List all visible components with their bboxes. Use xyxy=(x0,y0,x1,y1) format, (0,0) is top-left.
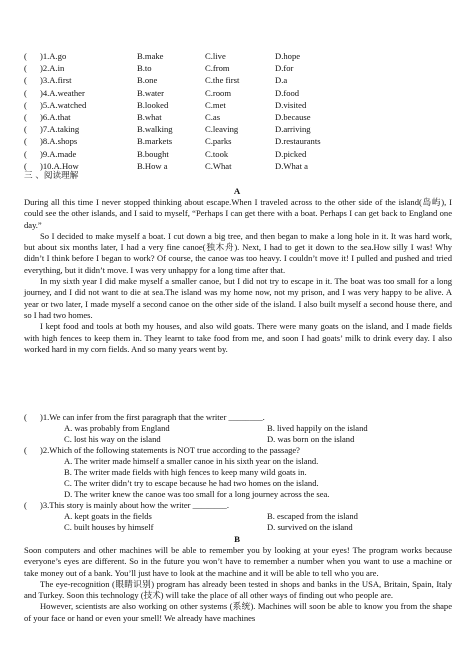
paragraph: Soon computers and other machines will be able to remember you by looking at your eyes! The program works because everyone’s eyes are different. So in the future you won’t have to remember a number when you want to use a machine or take money out of a bank. You’ll just have to look at the machine and it will be able to tell who you are. xyxy=(24,545,452,578)
option-c: C.from xyxy=(205,63,230,74)
answer-paren: ( xyxy=(24,412,27,422)
option-d: D.arriving xyxy=(275,124,311,135)
option-b: B.what xyxy=(137,111,162,122)
answer-paren: ( xyxy=(24,136,27,147)
option-c: C.room xyxy=(205,87,232,98)
choice-d: D. was born on the island xyxy=(267,434,355,444)
option-b: B.looked xyxy=(137,99,169,110)
option-row xyxy=(24,74,454,86)
choice-b: B. The writer made fields with high fences to keep many wild goats in. xyxy=(64,467,307,477)
option-d: D.restaurants xyxy=(275,136,321,147)
option-row xyxy=(24,87,454,99)
option-b: B.water xyxy=(137,87,164,98)
option-row xyxy=(24,123,454,135)
option-b: B.to xyxy=(137,63,152,74)
option-a: )6.A.that xyxy=(40,111,71,122)
answer-paren: ( xyxy=(24,148,27,159)
answer-paren: ( xyxy=(24,87,27,98)
option-c: C.as xyxy=(205,111,221,122)
option-a: )5.A.watched xyxy=(40,99,87,110)
paragraph: During all this time I never stopped thinking about escape.When I traveled across to the other side of the island(岛屿), I could see the other islands, and I said to myself, “Perhaps I can get there with a boat. Perhaps I can get back to England one day.” xyxy=(24,197,452,230)
option-row xyxy=(24,148,454,160)
option-d: D.visited xyxy=(275,99,307,110)
option-a: )1.A.go xyxy=(40,51,67,61)
option-a: )9.A.made xyxy=(40,148,77,159)
option-d: D.food xyxy=(275,87,300,98)
choice-c: C. The writer didn’t try to escape because he had two homes on the island. xyxy=(64,478,319,488)
cloze-options xyxy=(24,50,454,172)
answer-paren: ( xyxy=(24,75,27,86)
option-d: D.because xyxy=(275,111,311,122)
option-c: C.parks xyxy=(205,136,232,147)
answer-paren: ( xyxy=(24,500,27,510)
passage-b-letter: B xyxy=(234,534,240,544)
question-text: )1.We can infer from the first paragraph that the writer ________. xyxy=(40,412,265,422)
section-title: 三 、阅读理解 xyxy=(24,171,79,181)
answer-paren: ( xyxy=(24,51,27,61)
option-c: C.What xyxy=(205,160,232,171)
passage-a-letter: A xyxy=(233,186,241,196)
option-c: C.took xyxy=(205,148,229,159)
paragraph: In my sixth year I did make myself a smaller canoe, but I did not try to escape in it. The boat was too small for a long journey, and I did not want to die at sea.The island was my home now, not my prison, and I was very happy to be alive. A year or two later, I made myself a second canoe on the other side of the island. I also built myself a second house there, and so I had two homes. xyxy=(24,276,452,320)
choice-a: A. The writer made himself a smaller canoe in his sixth year on the island. xyxy=(64,456,319,466)
option-row xyxy=(24,62,454,74)
paragraph: The eye-recognition (眼睛识别) program has already been tested in shops and banks in the USA, Britain, Spain, Italy and Turkey. Soon this technology (技术) will take the place of all other ways of finding out who people are. xyxy=(24,578,452,601)
choice-c: C. built houses by himself xyxy=(64,522,154,532)
option-b: B.walking xyxy=(137,124,173,135)
choice-c: C. lost his way on the island xyxy=(64,434,161,444)
passage-b xyxy=(24,545,452,624)
option-row xyxy=(24,160,454,172)
option-row xyxy=(24,111,454,123)
choice-a: A. kept goats in the fields xyxy=(64,511,152,521)
choice-a: A. was probably from England xyxy=(64,423,170,433)
option-b: B.bought xyxy=(137,148,169,159)
option-a: )10.A.How xyxy=(40,160,79,171)
option-d: D.picked xyxy=(275,148,307,159)
option-b: B.How a xyxy=(137,160,168,171)
option-a: )8.A.shops xyxy=(40,136,78,147)
paragraph: So I decided to make myself a boat. I cut down a big tree, and then began to make a long hole in it. It was hard work, but about six months later, I had a very fine canoe(独木舟). Next, I had to get it down to the sea.How silly I was! Why didn’t I think before I began to work? Of course, the canoe was too heavy. I couldn’t move it! I pulled and pushed and tried everything, but it didn’t move. I was very unhappy for a long time after that. xyxy=(24,230,452,275)
question-text: )2.Which of the following statements is NOT true according to the passage? xyxy=(40,445,300,455)
choice-d: D. survived on the island xyxy=(267,522,353,532)
question-text: )3.This story is mainly about how the writer ________. xyxy=(40,500,229,510)
option-d: D.What a xyxy=(275,160,308,171)
option-a: )3.A.first xyxy=(40,75,72,86)
choice-b: B. escaped from the island xyxy=(267,511,358,521)
answer-paren: ( xyxy=(24,160,27,171)
option-c: C.the first xyxy=(205,75,240,86)
option-c: C.live xyxy=(205,51,226,61)
option-row xyxy=(24,99,454,111)
option-a: )7.A.taking xyxy=(40,124,80,135)
answer-paren: ( xyxy=(24,99,27,110)
option-d: D.a xyxy=(275,75,288,86)
option-c: C.met xyxy=(205,99,226,110)
paragraph: I kept food and tools at both my houses, and also wild goats. There were many goats on the island, and I made fields with high fences to keep them in. They learnt to take food from me, and soon I had goats’ milk to drink every day. I also worked hard in my corn fields. And so many years went by. xyxy=(24,321,452,354)
choice-b: B. lived happily on the island xyxy=(267,423,368,433)
answer-paren: ( xyxy=(24,124,27,135)
answer-paren: ( xyxy=(24,63,27,74)
option-b: B.markets xyxy=(137,136,173,147)
choice-d: D. The writer knew the canoe was too small for a long journey across the sea. xyxy=(64,489,330,499)
option-b: B.make xyxy=(137,51,164,61)
option-row xyxy=(24,50,454,62)
option-d: D.hope xyxy=(275,51,301,61)
option-a: )4.A.weather xyxy=(40,87,85,98)
option-row xyxy=(24,135,454,147)
answer-paren: ( xyxy=(24,111,27,122)
answer-paren: ( xyxy=(24,445,27,455)
option-c: C.leaving xyxy=(205,124,239,135)
paragraph: However, scientists are also working on other systems (系统). Machines will soon be able to know you from the shape of your face or hand or even your smell! We already have machines xyxy=(24,601,452,623)
option-d: D.for xyxy=(275,63,294,74)
option-a: )2.A.in xyxy=(40,63,65,74)
option-b: B.one xyxy=(137,75,158,86)
passage-a xyxy=(24,197,452,355)
